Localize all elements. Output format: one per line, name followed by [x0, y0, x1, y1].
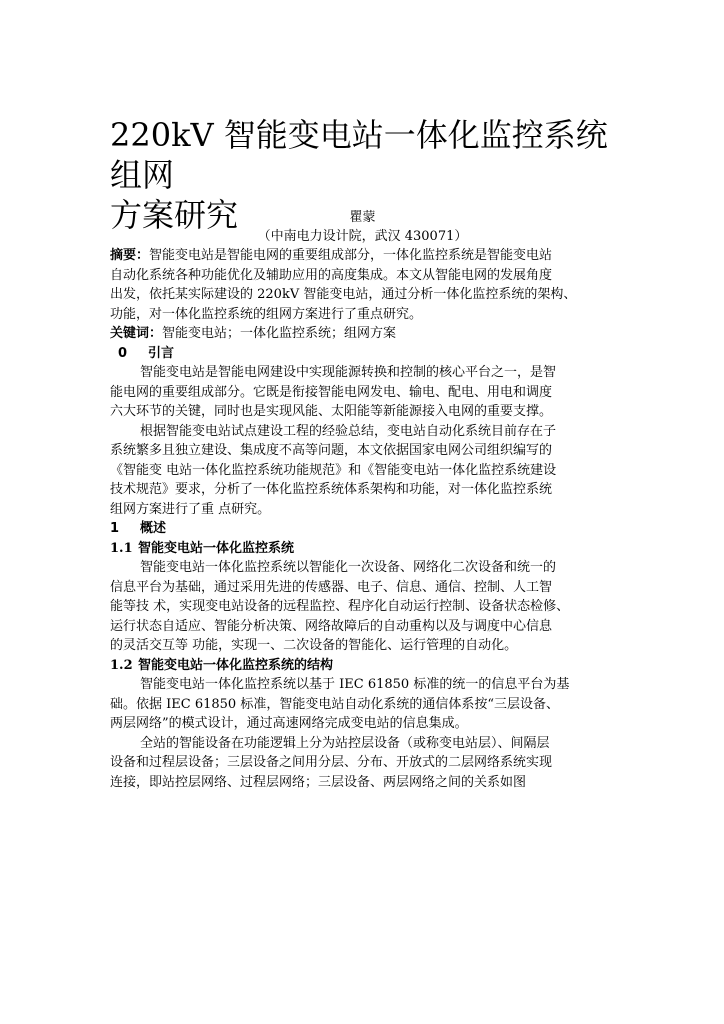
paragraph-line: 两层网络”的模式设计，通过高速网络完成变电站的信息集成。: [110, 716, 468, 731]
paragraph-line: 能等技 术，实现变电站设备的远程监控、程序化自动运行控制、设备状态检修、: [110, 599, 570, 614]
author: 瞿蒙: [349, 210, 376, 225]
paragraph-line: 信息平台为基础，通过采用先进的传感器、电子、信息、通信、控制、人工智: [110, 579, 553, 595]
paragraph-line: 根据智能变电站试点建设工程的经验总结，变电站自动化系统目前存在子: [140, 423, 557, 439]
keywords: [110, 324, 615, 344]
paragraph-line: 智能变电站一体化监控系统以基于 IEC 61850 标准的统一的信息平台为基: [140, 677, 570, 692]
paragraph-line: 连接，即站控层网络、过程层网络；三层设备、两层网络之间的关系如图: [110, 774, 527, 790]
paragraph-line: 能电网的重要组成部分。它既是衔接智能电网发电、输电、配电、用电和调度: [110, 384, 553, 400]
abstract-label: 摘要：: [110, 248, 150, 263]
section-heading-1-1: 1.1 智能变电站一体化监控系统: [110, 540, 295, 556]
paragraph-line: 组网方案进行了重 点研究。: [110, 501, 271, 517]
section-heading-0: 0 引言: [118, 345, 175, 361]
title-line-1: 220kV 智能变电站一体化监控系统组网: [110, 116, 608, 194]
paragraph-line: 础。依据 IEC 61850 标准，智能变电站自动化系统的通信体系按“三层设备、: [110, 696, 559, 712]
paragraph-line: 技术规范》要求，分析了一体化监控系统体系架构和功能，对一体化监控系统: [110, 482, 553, 497]
paragraph-line: 运行状态自适应、智能分析决策、网络故障后的自动重构以及与调度中心信息: [110, 618, 553, 634]
abstract-line: 自动化系统各种功能优化及辅助应用的高度集成。本文从智能电网的发展角度: [110, 267, 553, 283]
paragraph-line: 《智能变 电站一体化监控系统功能规范》和《智能变电站一体化监控系统建设: [110, 462, 557, 478]
paragraph-line: 设备和过程层设备；三层设备之间用分层、分布、开放式的二层网络系统实现: [110, 755, 553, 770]
abstract-line: 出发，依托某实际建设的 220kV 智能变电站，通过分析一体化监控系统的架构、: [110, 287, 577, 302]
paragraph-line: 全站的智能设备在功能逻辑上分为站控层设备（或称变电站层）、间隔层: [140, 735, 550, 751]
abstract-line: 摘要：智能变电站是智能电网的重要组成部分，一体化监控系统是智能变电站: [110, 248, 553, 263]
affiliation: （中南电力设计院，武汉 430071）: [257, 229, 468, 244]
paragraph-line: 六大环节的关键，同时也是实现风能、太阳能等新能源接入电网的重要支撑。: [110, 404, 553, 419]
title-line-2: 方案研究: [110, 196, 239, 234]
paragraph-line: 智能变电站一体化监控系统以智能化一次设备、网络化二次设备和统一的: [140, 560, 557, 575]
paragraph-line: 系统繁多且独立建设、集成度不高等问题，本文依据国家电网公司组织编写的: [110, 443, 553, 458]
keywords-text: 智能变电站；一体化监控系统；组网方案: [162, 326, 397, 341]
section-heading-1-2: 1.2 智能变电站一体化监控系统的结构: [110, 657, 334, 673]
paragraph-line: 的灵活交互等 功能，实现一、二次设备的智能化、运行管理的自动化。: [110, 638, 518, 653]
document-body: [110, 246, 615, 792]
abstract-line: 功能，对一体化监控系统的组网方案进行了重点研究。: [110, 306, 423, 322]
keywords-label: 关键词：: [110, 326, 163, 341]
paragraph-line: 智能变电站是智能电网建设中实现能源转换和控制的核心平台之一，是智: [140, 365, 557, 380]
section-heading-1: 1 概述: [110, 521, 167, 536]
